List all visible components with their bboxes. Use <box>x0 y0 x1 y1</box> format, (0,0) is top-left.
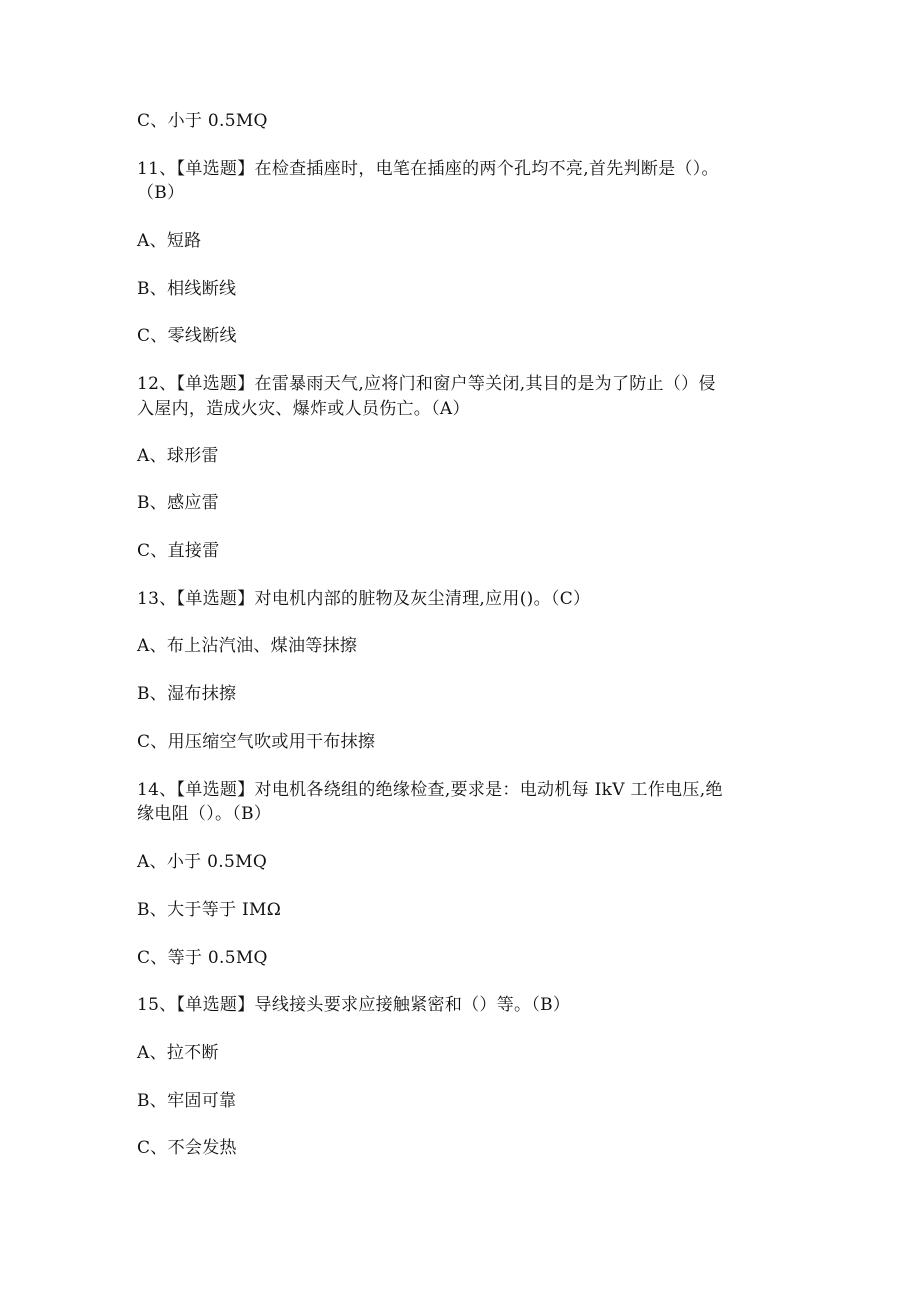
q13-stem: 13、【单选题】对电机内部的脏物及灰尘清理,应用()。（C） <box>137 589 591 609</box>
q15-stem: 15、【单选题】导线接头要求应接触紧密和（）等。（B） <box>137 995 571 1015</box>
q11-answer: （B） <box>137 183 185 203</box>
q14-option-c: C、等于 0.5MQ <box>137 948 268 968</box>
q12-stem-cont: 入屋内，造成火灾、爆炸或人员伤亡。（A） <box>137 399 470 419</box>
q14-stem: 14、【单选题】对电机各绕组的绝缘检查,要求是：电动机每 IkV 工作电压,绝 <box>137 780 723 800</box>
q13-option-b: B、湿布抹擦 <box>137 684 237 704</box>
q15-option-b: B、牢固可靠 <box>137 1091 237 1111</box>
q15-option-c: C、不会发热 <box>137 1138 237 1158</box>
q12-stem: 12、【单选题】在雷暴雨天气,应将门和窗户等关闭,其目的是为了防止（）侵 <box>137 374 716 394</box>
q12-option-c: C、直接雷 <box>137 541 220 561</box>
q11-option-b: B、相线断线 <box>137 279 237 299</box>
q14-option-a: A、小于 0.5MQ <box>137 852 268 872</box>
q12-option-a: A、球形雷 <box>137 446 219 466</box>
q11-option-c: C、零线断线 <box>137 326 237 346</box>
q14-option-b: B、大于等于 IMΩ <box>137 900 282 920</box>
q13-option-c: C、用压缩空气吹或用干布抹擦 <box>137 732 376 752</box>
q14-stem-cont: 缘电阻（）。（B） <box>137 804 272 824</box>
q13-option-a: A、布上沾汽油、煤油等抹擦 <box>137 636 358 656</box>
q15-option-a: A、拉不断 <box>137 1043 219 1063</box>
q11-stem: 11、【单选题】在检查插座时，电笔在插座的两个孔均不亮,首先判断是（）。 <box>137 159 719 179</box>
q11-option-a: A、短路 <box>137 231 202 251</box>
q12-option-b: B、感应雷 <box>137 493 219 513</box>
q10-option-c: C、小于 0.5MQ <box>137 111 268 131</box>
